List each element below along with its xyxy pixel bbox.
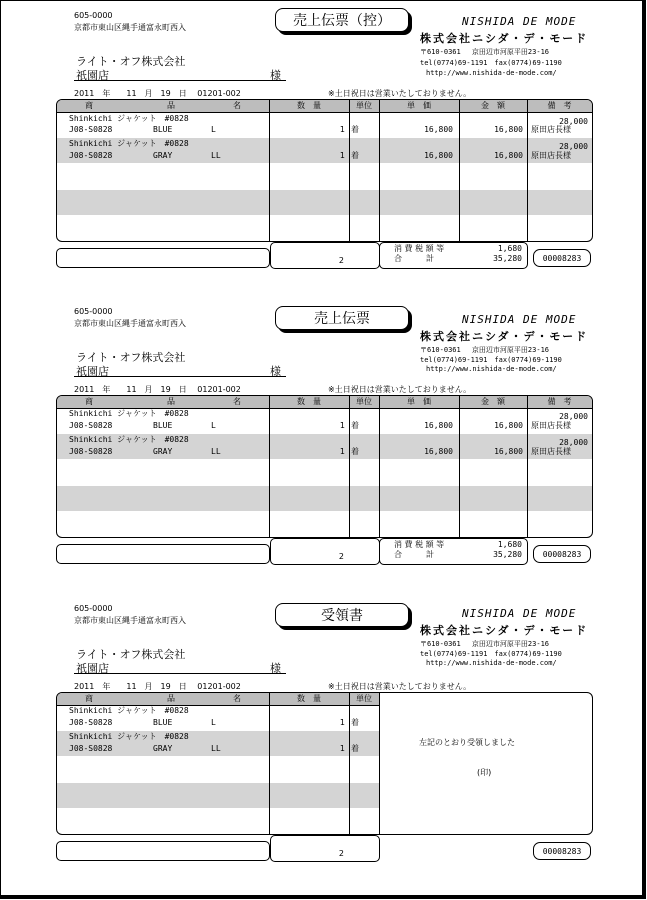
header-unit: 単位 bbox=[356, 101, 372, 110]
header-qty: 数 量 bbox=[297, 101, 321, 110]
item-qty: 1 bbox=[339, 421, 345, 430]
item-remark: 原田店長様 bbox=[531, 125, 571, 134]
items-table bbox=[56, 99, 593, 242]
item-price: 16,800 bbox=[424, 421, 453, 430]
tax-amount: 1,680 bbox=[497, 244, 522, 253]
item-remark-price: 28,000 bbox=[559, 412, 588, 421]
receipt-seal: (印) bbox=[477, 768, 492, 777]
customer-name: ライト・オフ株式会社 bbox=[76, 55, 186, 68]
slip-title: 売上伝票 bbox=[275, 306, 409, 330]
branch-name: 祇園店 bbox=[76, 662, 109, 675]
header-price: 単 価 bbox=[407, 397, 431, 406]
item-remark-price: 28,000 bbox=[559, 117, 588, 126]
items-table bbox=[56, 395, 593, 538]
footer-blank-box bbox=[56, 248, 270, 268]
item-size: LL bbox=[211, 744, 221, 753]
item-amount: 16,800 bbox=[494, 447, 523, 456]
company-postal: 〒610-0361 京田辺市河原平田23-16 bbox=[420, 346, 550, 354]
sum-label: 合 計 bbox=[394, 550, 434, 559]
postal-code: 605-0000 bbox=[74, 307, 113, 316]
item-color: BLUE bbox=[153, 125, 173, 134]
row-band bbox=[57, 783, 379, 808]
header-unit: 単位 bbox=[356, 397, 372, 406]
date-line: 2011 年 11 月 19 日 01201-002 bbox=[74, 682, 241, 691]
item-remark-price: 28,000 bbox=[559, 438, 588, 447]
company-url: http://www.nishida-de-mode.com/ bbox=[426, 659, 557, 667]
item-price: 16,800 bbox=[424, 151, 453, 160]
item-remark: 原田店長様 bbox=[531, 421, 571, 430]
honorific: 様 bbox=[270, 365, 281, 378]
item-name: Shinkichi ジャケット #0828 bbox=[69, 732, 189, 741]
branch-name: 祇園店 bbox=[76, 69, 109, 82]
slip-receipt bbox=[0, 595, 647, 895]
item-name: Shinkichi ジャケット #0828 bbox=[69, 114, 189, 123]
item-unit: 着 bbox=[351, 125, 359, 134]
item-color: BLUE bbox=[153, 421, 173, 430]
company-tel: tel(0774)69-1191 fax(0774)69-1190 bbox=[420, 650, 562, 658]
customer-underline bbox=[74, 673, 286, 674]
postal-code: 605-0000 bbox=[74, 11, 113, 20]
item-color: GRAY bbox=[153, 151, 173, 160]
tax-label: 消 費 税 額 等 bbox=[394, 244, 445, 253]
item-amount: 16,800 bbox=[494, 125, 523, 134]
header-item-2: 品 bbox=[167, 101, 175, 110]
slip-code: 00008283 bbox=[533, 249, 591, 267]
header-item-3: 名 bbox=[233, 694, 241, 703]
item-code: J08-S0828 bbox=[69, 718, 113, 727]
header-item-1: 商 bbox=[85, 397, 93, 406]
item-name: Shinkichi ジャケット #0828 bbox=[69, 435, 189, 444]
header-amount: 金 額 bbox=[481, 101, 505, 110]
item-name: Shinkichi ジャケット #0828 bbox=[69, 409, 189, 418]
col-divider bbox=[459, 396, 460, 537]
slip-title: 売上伝票（控） bbox=[275, 8, 409, 32]
item-unit: 着 bbox=[351, 151, 359, 160]
header-remarks: 備 考 bbox=[547, 397, 572, 406]
col-divider bbox=[527, 100, 528, 241]
footer-blank-box bbox=[56, 841, 270, 861]
item-code: J08-S0828 bbox=[69, 125, 113, 134]
item-color: GRAY bbox=[153, 744, 173, 753]
slip-code: 00008283 bbox=[533, 842, 591, 860]
col-divider bbox=[349, 693, 350, 834]
item-code: J08-S0828 bbox=[69, 744, 113, 753]
item-size: L bbox=[211, 125, 216, 134]
header-item-3: 名 bbox=[233, 397, 241, 406]
company-url: http://www.nishida-de-mode.com/ bbox=[426, 69, 557, 77]
item-qty: 1 bbox=[339, 718, 345, 727]
item-price: 16,800 bbox=[424, 125, 453, 134]
header-unit: 単位 bbox=[356, 694, 372, 703]
item-size: LL bbox=[211, 447, 221, 456]
items-table bbox=[56, 692, 593, 835]
item-price: 16,800 bbox=[424, 447, 453, 456]
company-tel: tel(0774)69-1191 fax(0774)69-1190 bbox=[420, 59, 562, 67]
item-qty: 1 bbox=[339, 744, 345, 753]
customer-name: ライト・オフ株式会社 bbox=[76, 351, 186, 364]
col-divider bbox=[269, 100, 270, 241]
header-item-1: 商 bbox=[85, 694, 93, 703]
row-band bbox=[57, 486, 592, 511]
company-logo-en: NISHIDA DE MODE bbox=[462, 313, 577, 326]
item-qty: 1 bbox=[339, 125, 345, 134]
item-color: GRAY bbox=[153, 447, 173, 456]
item-remark: 原田店長様 bbox=[531, 151, 571, 160]
date-line: 2011 年 11 月 19 日 01201-002 bbox=[74, 89, 241, 98]
honorific: 様 bbox=[270, 662, 281, 675]
address: 京都市東山区縄手通富永町西入 bbox=[74, 23, 186, 32]
col-divider bbox=[269, 693, 270, 834]
col-divider bbox=[379, 693, 380, 834]
customer-underline bbox=[74, 376, 286, 377]
notice: ※土日祝日は営業いたしておりません。 bbox=[328, 385, 472, 394]
slip-title: 受領書 bbox=[275, 603, 409, 627]
item-size: L bbox=[211, 421, 216, 430]
tax-amount: 1,680 bbox=[497, 540, 522, 549]
receipt-message: 左記のとおり受領しました bbox=[419, 738, 515, 747]
sum-label: 合 計 bbox=[394, 254, 434, 263]
row-band bbox=[57, 190, 592, 215]
slip-sales-copy bbox=[0, 0, 647, 300]
company-postal: 〒610-0361 京田辺市河原平田23-16 bbox=[420, 48, 550, 56]
honorific: 様 bbox=[270, 69, 281, 82]
footer-blank-box bbox=[56, 544, 270, 564]
company-url: http://www.nishida-de-mode.com/ bbox=[426, 365, 557, 373]
col-divider bbox=[269, 396, 270, 537]
notice: ※土日祝日は営業いたしておりません。 bbox=[328, 89, 472, 98]
company-logo-en: NISHIDA DE MODE bbox=[462, 15, 577, 28]
item-name: Shinkichi ジャケット #0828 bbox=[69, 139, 189, 148]
total-qty: 2 bbox=[338, 552, 344, 561]
col-divider bbox=[379, 100, 380, 241]
sum-amount: 35,280 bbox=[493, 550, 522, 559]
item-unit: 着 bbox=[351, 421, 359, 430]
customer-underline bbox=[74, 80, 286, 81]
header-qty: 数 量 bbox=[297, 397, 321, 406]
slip-code: 00008283 bbox=[533, 545, 591, 563]
item-unit: 着 bbox=[351, 447, 359, 456]
item-unit: 着 bbox=[351, 718, 359, 727]
company-logo-jp: 株式会社ニシダ・デ・モード bbox=[420, 624, 589, 637]
postal-code: 605-0000 bbox=[74, 604, 113, 613]
header-item-2: 品 bbox=[167, 397, 175, 406]
item-amount: 16,800 bbox=[494, 421, 523, 430]
company-logo-en: NISHIDA DE MODE bbox=[462, 607, 577, 620]
address: 京都市東山区縄手通富永町西入 bbox=[74, 616, 186, 625]
header-amount: 金 額 bbox=[481, 397, 505, 406]
col-divider bbox=[379, 396, 380, 537]
item-color: BLUE bbox=[153, 718, 173, 727]
item-code: J08-S0828 bbox=[69, 151, 113, 160]
slip-sales bbox=[0, 298, 647, 598]
header-qty: 数 量 bbox=[297, 694, 321, 703]
item-code: J08-S0828 bbox=[69, 421, 113, 430]
item-name: Shinkichi ジャケット #0828 bbox=[69, 706, 189, 715]
company-logo-jp: 株式会社ニシダ・デ・モード bbox=[420, 330, 589, 343]
item-amount: 16,800 bbox=[494, 151, 523, 160]
col-divider bbox=[349, 396, 350, 537]
item-qty: 1 bbox=[339, 151, 345, 160]
customer-name: ライト・オフ株式会社 bbox=[76, 648, 186, 661]
total-qty: 2 bbox=[338, 849, 344, 858]
header-remarks: 備 考 bbox=[547, 101, 572, 110]
sum-amount: 35,280 bbox=[493, 254, 522, 263]
item-unit: 着 bbox=[351, 744, 359, 753]
item-remark-price: 28,000 bbox=[559, 142, 588, 151]
col-divider bbox=[349, 100, 350, 241]
company-logo-jp: 株式会社ニシダ・デ・モード bbox=[420, 32, 589, 45]
company-postal: 〒610-0361 京田辺市河原平田23-16 bbox=[420, 640, 550, 648]
address: 京都市東山区縄手通富永町西入 bbox=[74, 319, 186, 328]
item-code: J08-S0828 bbox=[69, 447, 113, 456]
total-qty: 2 bbox=[338, 256, 344, 265]
company-tel: tel(0774)69-1191 fax(0774)69-1190 bbox=[420, 356, 562, 364]
notice: ※土日祝日は営業いたしておりません。 bbox=[328, 682, 472, 691]
col-divider bbox=[527, 396, 528, 537]
header-item-3: 名 bbox=[233, 101, 241, 110]
date-line: 2011 年 11 月 19 日 01201-002 bbox=[74, 385, 241, 394]
item-remark: 原田店長様 bbox=[531, 447, 571, 456]
col-divider bbox=[459, 100, 460, 241]
item-qty: 1 bbox=[339, 447, 345, 456]
header-price: 単 価 bbox=[407, 101, 431, 110]
branch-name: 祇園店 bbox=[76, 365, 109, 378]
header-item-2: 品 bbox=[167, 694, 175, 703]
header-item-1: 商 bbox=[85, 101, 93, 110]
item-size: LL bbox=[211, 151, 221, 160]
tax-label: 消 費 税 額 等 bbox=[394, 540, 445, 549]
item-size: L bbox=[211, 718, 216, 727]
